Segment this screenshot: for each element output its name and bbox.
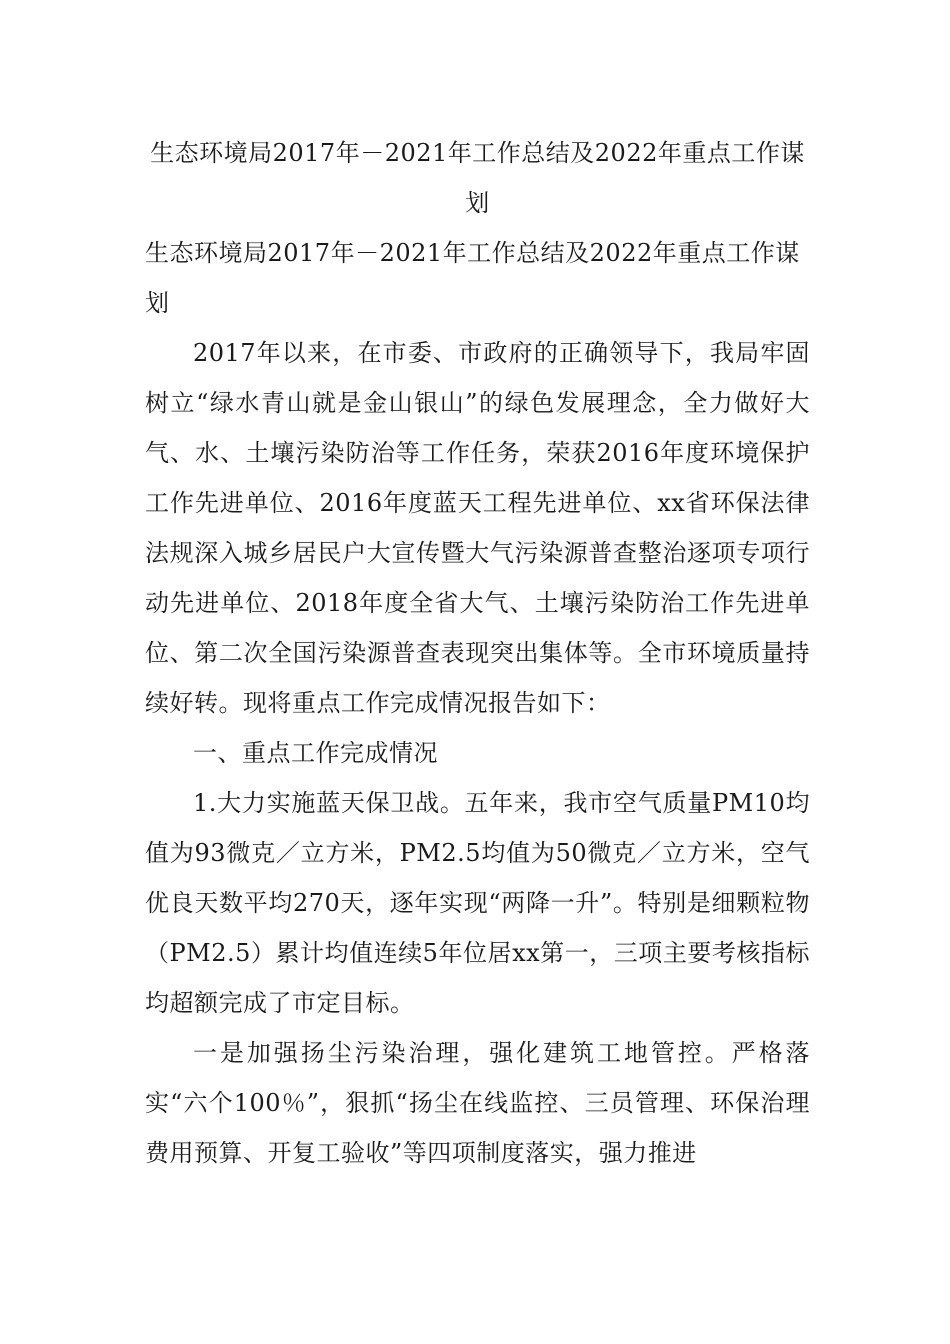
- section-heading: 一、重点工作完成情况: [193, 739, 438, 767]
- item-1-paragraph: 1.大力实施蓝天保卫战。五年来，我市空气质量PM10均值为93微克／立方米，PM2.5均值为50微克／立方米，空气优良天数平均270天，逐年实现“两降一升”。特别是细颗粒物（PM2.5）累计均值连续5年位居xx第一，三项主要考核指标均超额完成了市定目标。: [145, 789, 810, 1017]
- document-subtitle: 生态环境局2017年－2021年工作总结及2022年重点工作谋划: [145, 239, 800, 317]
- document-page: [145, 128, 810, 1178]
- document-title: 生态环境局2017年－2021年工作总结及2022年重点工作谋划: [150, 139, 805, 217]
- item-1a-paragraph: 一是加强扬尘污染治理，强化建筑工地管控。严格落实“六个100％”，狠抓“扬尘在线监控、三员管理、环保治理费用预算、开复工验收”等四项制度落实，强力推进: [145, 1039, 810, 1167]
- intro-paragraph: 2017年以来，在市委、市政府的正确领导下，我局牢固树立“绿水青山就是金山银山”的绿色发展理念，全力做好大气、水、土壤污染防治等工作任务，荣获2016年度环境保护工作先进单位、2016年度蓝天工程先进单位、xx省环保法律法规深入城乡居民户大宣传暨大气污染源普查整治逐项专项行动先进单位、2018年度全省大气、土壤污染防治工作先进单位、第二次全国污染源普查表现突出集体等。全市环境质量持续好转。现将重点工作完成情况报告如下：: [145, 339, 810, 717]
